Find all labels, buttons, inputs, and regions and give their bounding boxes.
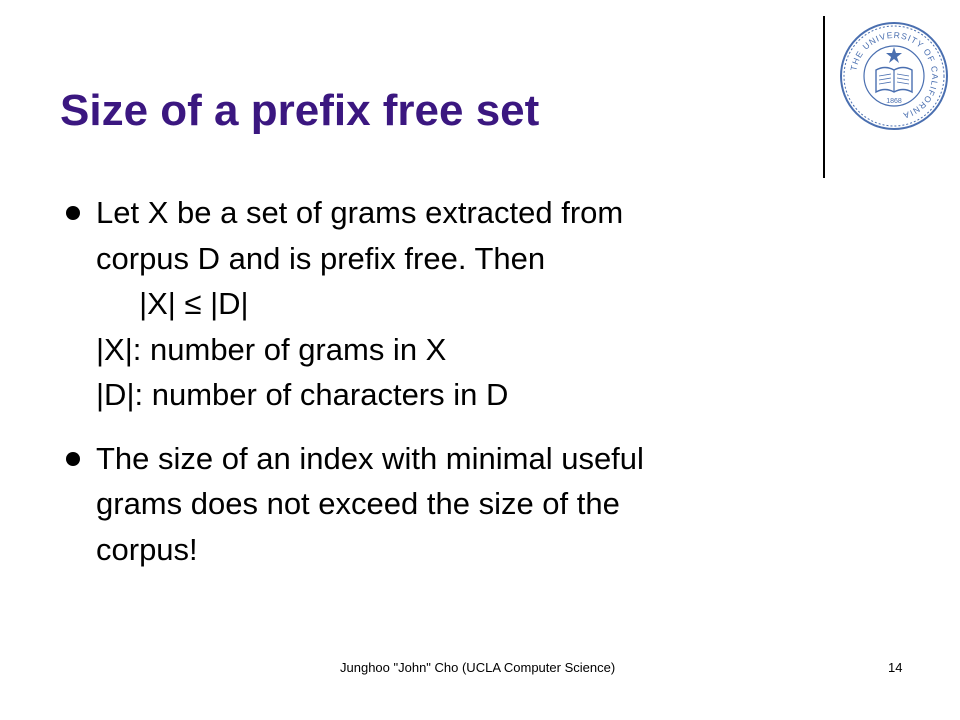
bullet-dot-icon	[66, 452, 80, 466]
formula-line: |X| ≤ |D|	[96, 286, 249, 321]
bullet-item	[60, 436, 820, 573]
bullet-line: corpus!	[96, 531, 198, 567]
bullet-item	[60, 190, 820, 418]
bullet-line: grams does not exceed the size of the	[96, 486, 620, 521]
bullet-dot-icon	[66, 206, 80, 220]
title-divider	[823, 16, 825, 178]
bullet-line: corpus D and is prefix free. Then	[96, 240, 546, 276]
bullet-line: Let X be a set of grams extracted from	[96, 195, 624, 230]
university-seal-logo	[838, 20, 950, 132]
slide-title: Size of a prefix free set	[60, 86, 540, 135]
bullet-line: The size of an index with minimal useful	[96, 440, 644, 476]
svg-text:THE UNIVERSITY OF CALIFORNIA: THE UNIVERSITY OF CALIFORNIA	[848, 29, 941, 121]
slide-footer: Junghoo "John" Cho (UCLA Computer Science)	[340, 660, 616, 675]
bullet-list	[60, 190, 820, 572]
page-number: 14	[888, 660, 903, 675]
bullet-line: |X|: number of grams in X	[96, 331, 447, 367]
bullet-line: |D|: number of characters in D	[96, 377, 509, 412]
svg-text:1868: 1868	[886, 98, 902, 105]
